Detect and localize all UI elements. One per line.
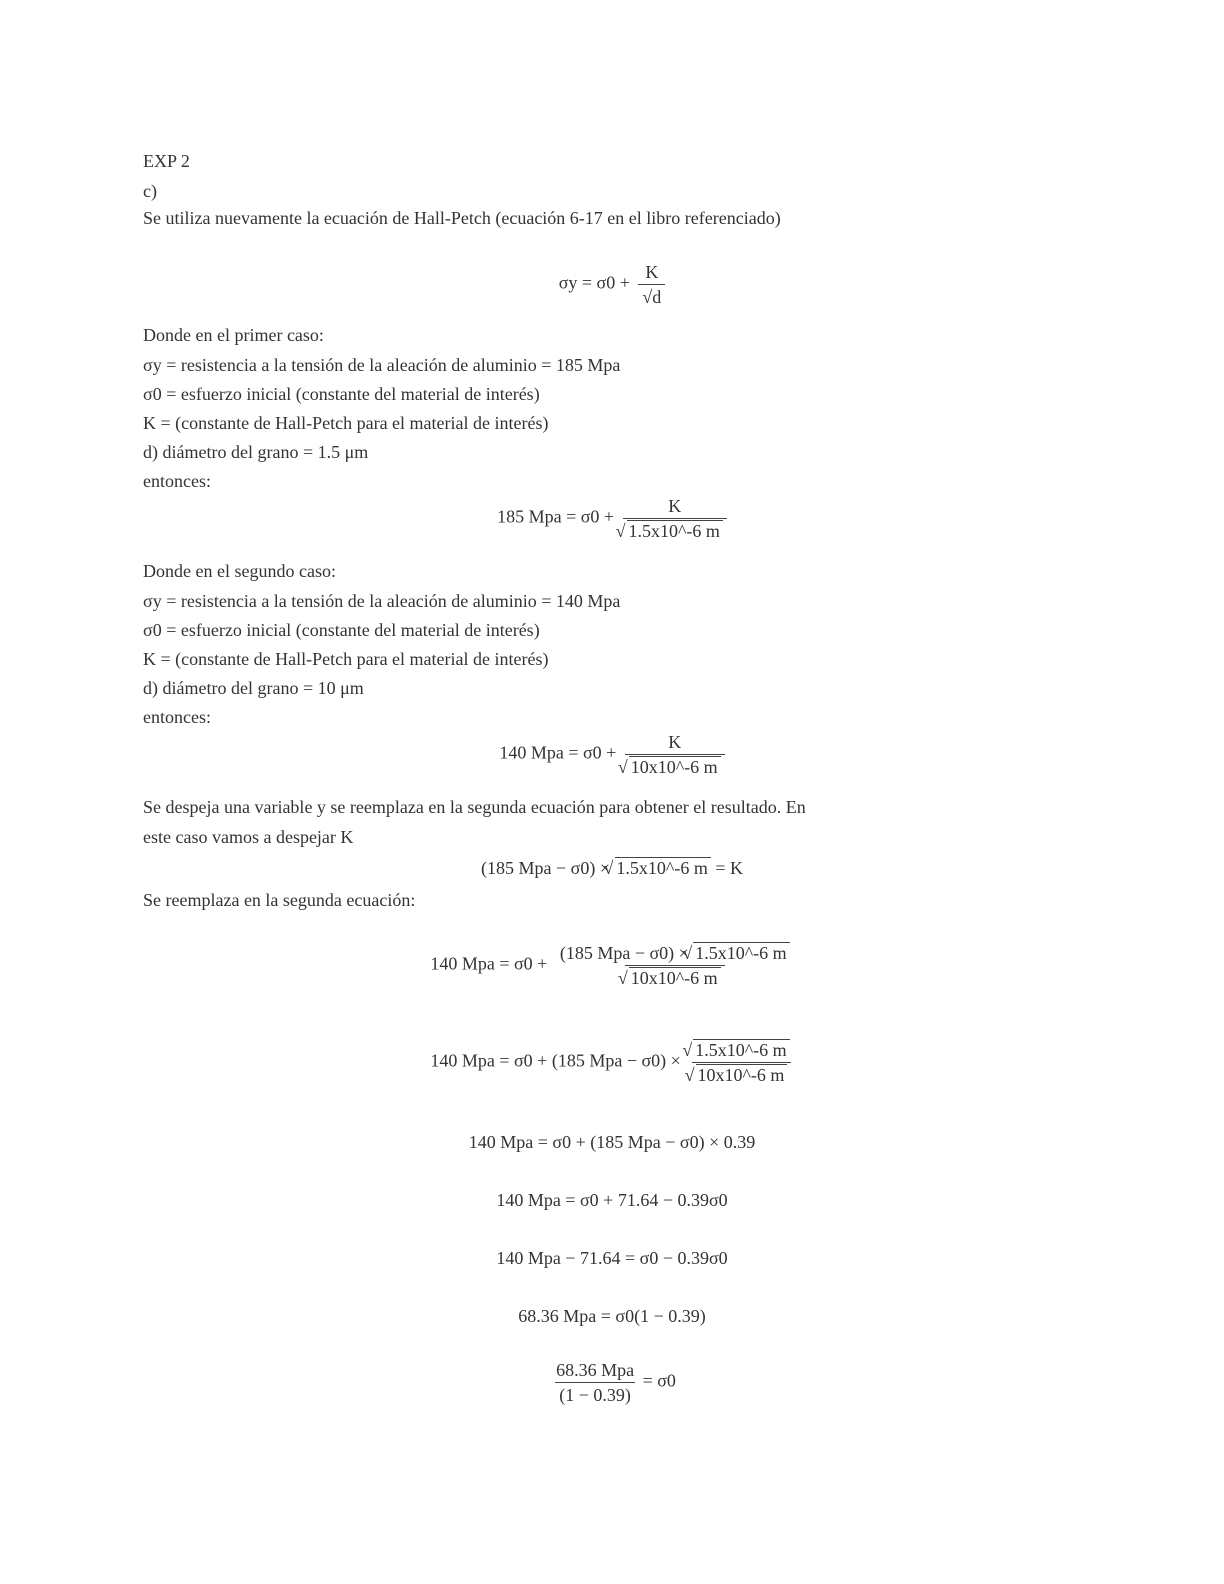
case2-line2: σ0 = esfuerzo inicial (constante del material de interés)	[143, 620, 540, 640]
case1-lead: Donde en el primer caso:	[143, 325, 324, 345]
case1-line1: σy = resistencia a la tensión de la aleación de aluminio = 185 Mpa	[143, 355, 621, 375]
substitution-equation-1: 140 Mpa = σ0 + (185 Mpa − σ0) × √ 1.5x10^-6 m √ 10x10^-6 m	[0, 943, 1224, 988]
case2-line3: K = (constante de Hall-Petch para el material de interés)	[143, 649, 549, 669]
case2-line5: entonces:	[143, 707, 211, 727]
case1-line4: d) diámetro del grano = 1.5 μm	[143, 442, 369, 462]
case2-lead: Donde en el segundo caso:	[143, 561, 336, 581]
item-label: c)	[143, 181, 157, 201]
section-code: EXP 2	[143, 151, 190, 171]
case2-equation: 140 Mpa = σ0 + K √ 10x10^-6 m	[0, 732, 1224, 777]
solve-paragraph-1: Se despeja una variable y se reemplaza en la segunda ecuación para obtener el resultado. En	[143, 797, 806, 817]
solve-k-equation: (185 Mpa − σ0) × √ 1.5x10^-6 m = K	[0, 858, 1224, 879]
solve-paragraph-3: Se reemplaza en la segunda ecuación:	[143, 890, 416, 910]
substitution-equation-5: 140 Mpa − 71.64 = σ0 − 0.39σ0	[496, 1248, 728, 1268]
case2-line1: σy = resistencia a la tensión de la aleación de aluminio = 140 Mpa	[143, 591, 621, 611]
substitution-equation-3: 140 Mpa = σ0 + (185 Mpa − σ0) × 0.39	[468, 1132, 756, 1152]
case1-line3: K = (constante de Hall-Petch para el material de interés)	[143, 413, 549, 433]
substitution-equation-2: 140 Mpa = σ0 + (185 Mpa − σ0) × √ 1.5x10^-6 m √ 10x10^-6 m	[0, 1040, 1224, 1085]
hall-petch-equation: σy = σ0 + $\frac{K}{√d}$	[0, 262, 1224, 307]
case2-line4: d) diámetro del grano = 10 μm	[143, 678, 364, 698]
case1-line5: entonces:	[143, 471, 211, 491]
intro-text: Se utiliza nuevamente la ecuación de Hall-Petch (ecuación 6-17 en el libro referenciado)	[143, 208, 781, 228]
final-equation: $\frac{\text{68.36 Mpa}}{(1 - 0.39)}$ = σ0	[556, 1360, 676, 1405]
solve-paragraph-2: este caso vamos a despejar K	[143, 827, 354, 847]
case1-equation: 185 Mpa = σ0 + K √ 1.5x10^-6 m	[0, 496, 1224, 541]
substitution-equation-6: 68.36 Mpa = σ0(1 − 0.39)	[518, 1306, 706, 1326]
case1-line2: σ0 = esfuerzo inicial (constante del material de interés)	[143, 384, 540, 404]
substitution-equation-4: 140 Mpa = σ0 + 71.64 − 0.39σ0	[496, 1190, 728, 1210]
